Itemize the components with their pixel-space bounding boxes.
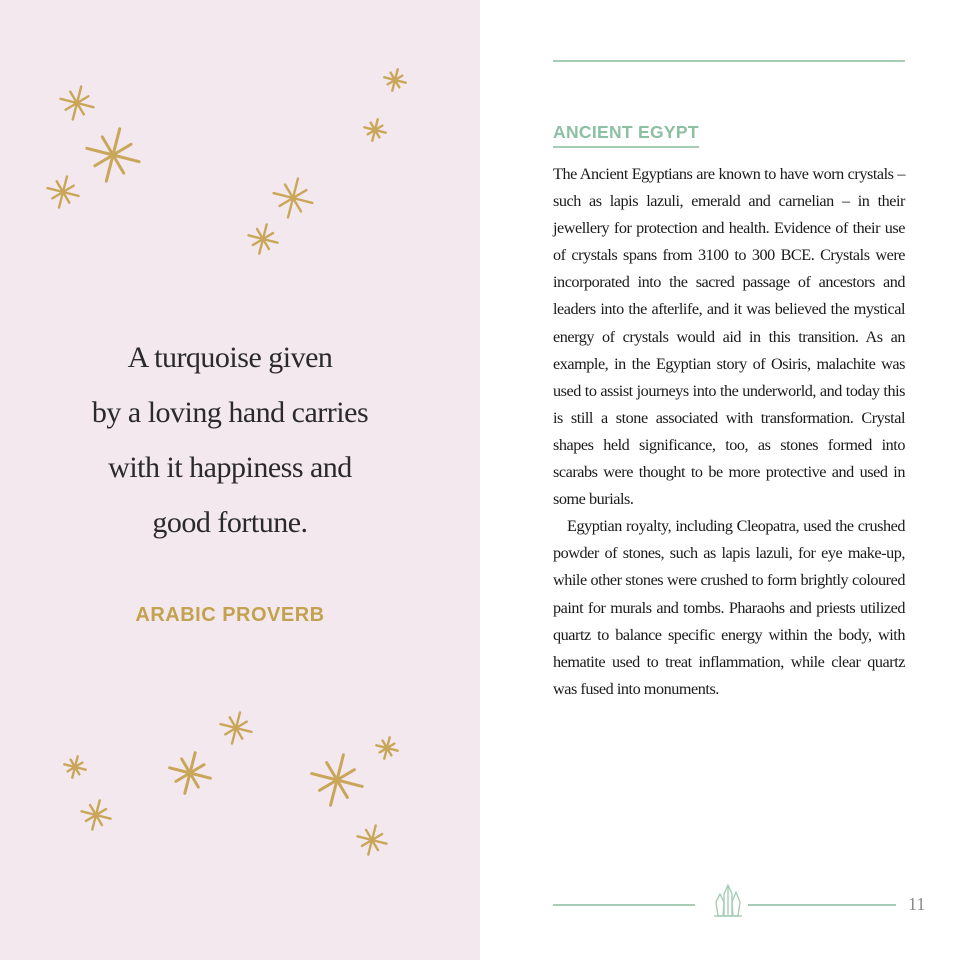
paragraph: Egyptian royalty, including Cleopatra, used the crushed powder of stones, such as lapis lazuli, for eye make-up, while other stones were crushed to form brightly coloured paint for murals and tombs. Pharaohs and priests utilized quartz to balance specific energy within the body, with hematite used to treat inflammation, while clear quartz was fused into monuments. bbox=[553, 517, 905, 698]
right-page bbox=[480, 0, 960, 960]
sparkle-star-icon bbox=[47, 176, 78, 207]
sparkle-star-icon bbox=[61, 87, 94, 120]
quote-line: good fortune. bbox=[152, 506, 308, 539]
section-heading: ANCIENT EGYPT bbox=[553, 122, 699, 148]
sparkle-star-icon bbox=[64, 756, 85, 777]
sparkle-star-icon bbox=[81, 800, 110, 829]
sparkle-star-icon bbox=[274, 179, 313, 218]
sparkle-star-icon bbox=[364, 119, 385, 140]
pull-quote bbox=[60, 330, 400, 550]
sparkle-star-icon bbox=[248, 224, 277, 253]
quote-line: A turquoise given bbox=[127, 341, 333, 374]
page-number: 11 bbox=[908, 894, 926, 914]
sparkle-star-icon bbox=[170, 753, 211, 794]
quote-line: with it happiness and bbox=[108, 451, 352, 484]
sparkle-star-icon bbox=[312, 755, 362, 805]
crystal-cluster-icon bbox=[710, 880, 746, 920]
footer-divider-left bbox=[553, 904, 695, 906]
quote-attribution: ARABIC PROVERB bbox=[135, 604, 325, 626]
sparkle-star-icon bbox=[376, 737, 397, 758]
footer-divider-right bbox=[748, 904, 896, 906]
sparkle-star-icon bbox=[87, 129, 139, 181]
sparkle-star-icon bbox=[384, 69, 405, 90]
paragraph: The Ancient Egyptians are known to have worn crystals – such as lapis lazuli, emerald and carnelian – in their jewellery for protection and health. Evidence of their use of crystals spans from 3100 to 300 BCE. Crystals were incorporated into the sacred passage of ancestors and leaders into the afterlife, and it was believed the mystical energy of crystals would aid in this transition. As an example, in the Egyptian story of Osiris, malachite was used to assist journeys into the underworld, and today this is still a stone associated with transformation. Crystal shapes held significance, too, as stones formed into scarabs were thought to be more protective and used in some burials. bbox=[553, 165, 905, 509]
sparkle-star-icon bbox=[357, 825, 386, 854]
quote-line: by a loving hand carries bbox=[91, 396, 369, 429]
sparkle-star-icon bbox=[220, 712, 251, 743]
body-text bbox=[553, 161, 905, 703]
top-divider bbox=[553, 60, 905, 62]
